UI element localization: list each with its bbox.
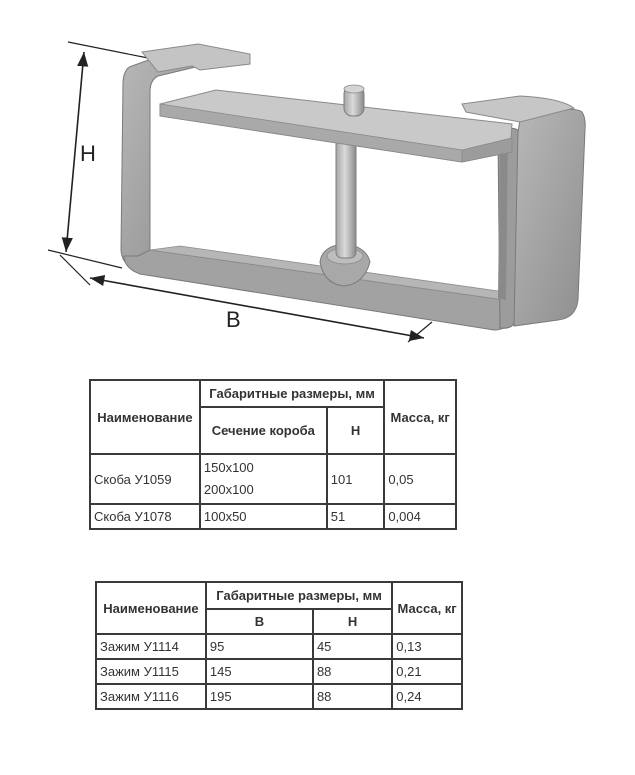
column-header-name: Наименование — [96, 582, 206, 634]
table-row — [90, 504, 456, 529]
cell-h: 51 — [327, 504, 385, 529]
cell-section: 100х50 — [200, 504, 327, 529]
cell-section-line: 200х100 — [203, 482, 254, 497]
column-header-h: H — [313, 609, 392, 634]
dimension-label-h: H — [80, 141, 96, 166]
cell-mass: 0,24 — [392, 684, 462, 709]
column-header-dimensions: Габаритные размеры, мм — [206, 582, 392, 609]
cell-h: 101 — [327, 454, 385, 504]
cell-name: Скоба У1078 — [90, 504, 200, 529]
cell-name: Зажим У1114 — [96, 634, 206, 659]
column-header-h: H — [327, 407, 385, 454]
cell-h: 45 — [313, 634, 392, 659]
table-row — [90, 454, 456, 504]
spec-table-clamps — [95, 581, 463, 710]
column-header-mass: Масса, кг — [384, 380, 456, 454]
column-header-section: Сечение короба — [200, 407, 327, 454]
cell-mass: 0,05 — [384, 454, 456, 504]
table-row — [96, 659, 462, 684]
cell-name: Зажим У1116 — [96, 684, 206, 709]
cell-b: 95 — [206, 634, 313, 659]
cell-mass: 0,13 — [392, 634, 462, 659]
clamp-drawing — [0, 0, 635, 360]
spec-table-brackets — [89, 379, 457, 530]
column-header-b: B — [206, 609, 313, 634]
cell-mass: 0,004 — [384, 504, 456, 529]
column-header-dimensions: Габаритные размеры, мм — [200, 380, 384, 407]
cell-mass: 0,21 — [392, 659, 462, 684]
cell-section-line: 150х100 — [203, 460, 254, 475]
dimension-label-b: B — [226, 307, 241, 332]
cell-name: Скоба У1059 — [90, 454, 200, 504]
table-row — [96, 684, 462, 709]
column-header-mass: Масса, кг — [392, 582, 462, 634]
cell-h: 88 — [313, 684, 392, 709]
column-header-name: Наименование — [90, 380, 200, 454]
cell-h: 88 — [313, 659, 392, 684]
cell-b: 195 — [206, 684, 313, 709]
cell-name: Зажим У1115 — [96, 659, 206, 684]
cell-section — [200, 454, 327, 504]
screw-head — [344, 85, 364, 116]
table-row — [96, 634, 462, 659]
cell-b: 145 — [206, 659, 313, 684]
